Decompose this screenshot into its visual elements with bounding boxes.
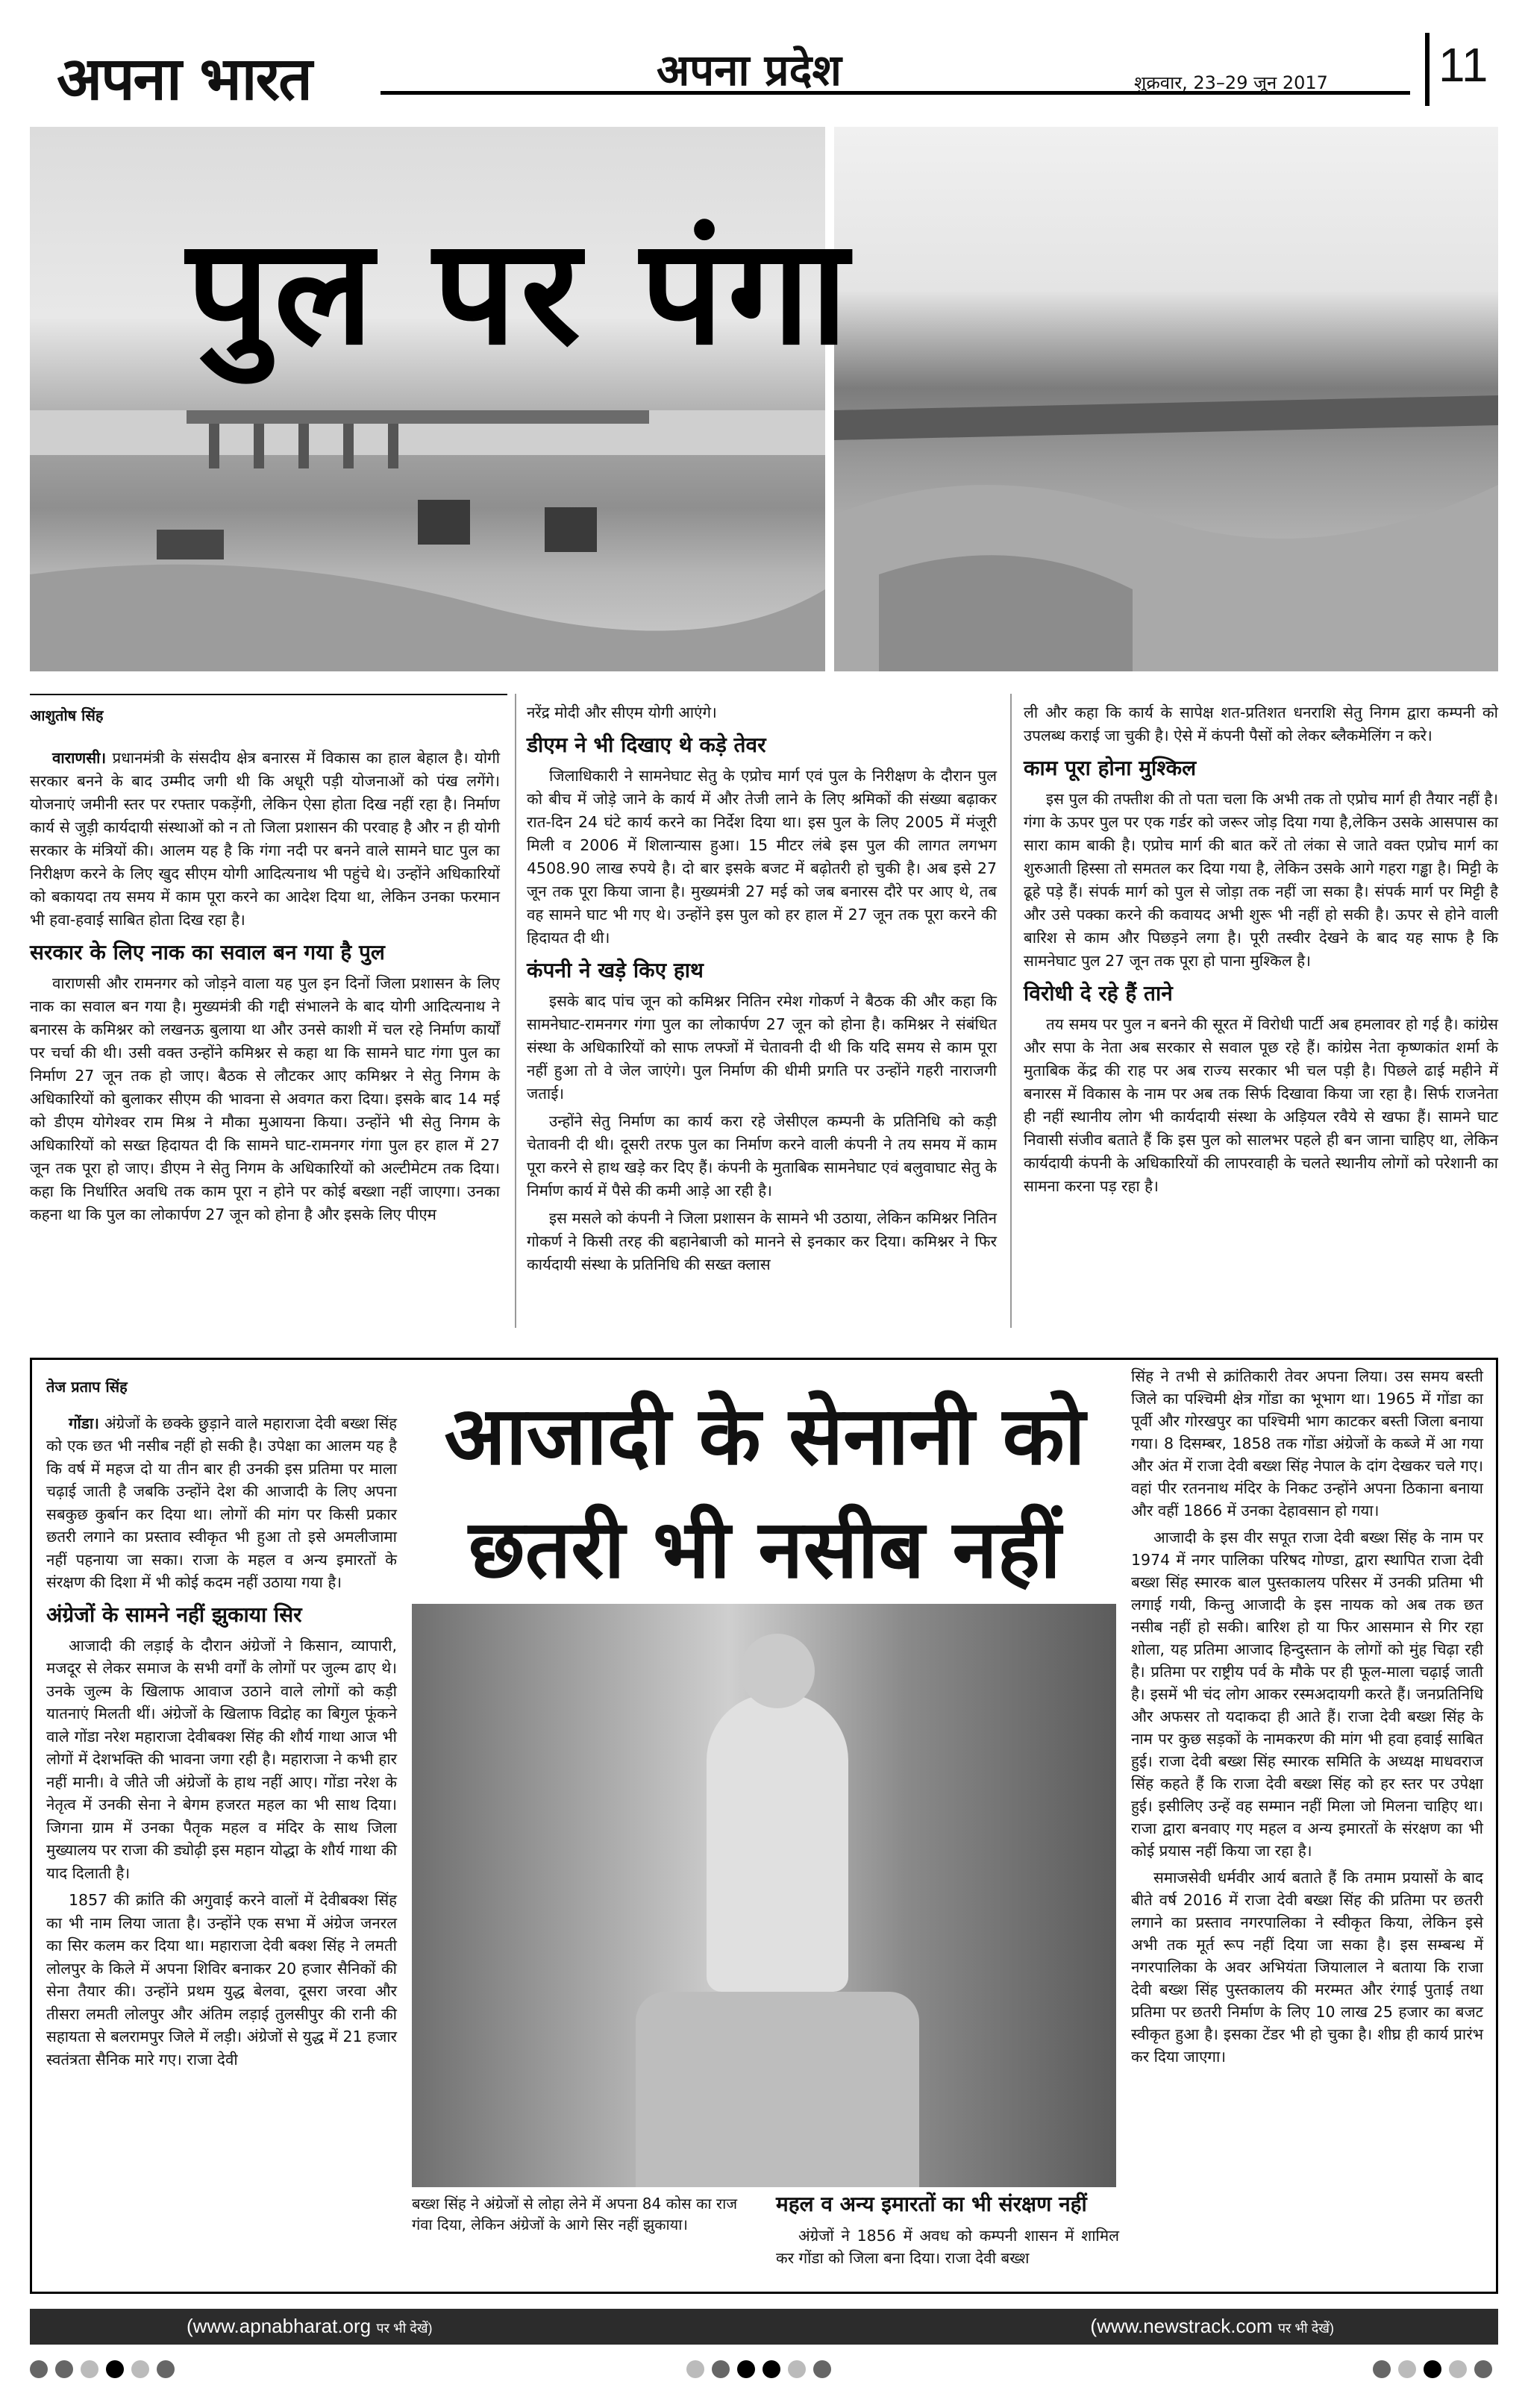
main-headline: [187, 186, 853, 386]
paragraph: गोंडा। अंग्रेजों के छक्के छुड़ाने वाले महाराजा देवी बख्श सिंह को एक छत भी नसीब नहीं हो सकी है। उपेक्षा का आलम यह है कि वर्ष में महज दो या तीन बार ही उनकी इस प्रतिमा पर माला चढ़ाई जाती है जबकि उन्होंने देश की आजादी के लिए अपना सबकुछ कुर्बान कर दिया था। लोगों की मांग पर किसी प्रकार छतरी लगाने का प्रस्ताव स्वीकृत भी हुआ तो इसे अमलीजामा नहीं पहनाया जा सका। राजा के महल व अन्य इमारतों के संरक्षण की दिशा में भी कोई कदम नहीं उठाया गया है।: [46, 1414, 397, 1591]
dot: [686, 2360, 704, 2378]
paragraph: इस पुल की तफ्तीश की तो पता चला कि अभी तक तो एप्रोच मार्ग ही तैयार नहीं है। गंगा के ऊपर पुल पर एक गर्डर को जरूर जोड़ दिया गया है,लेकिन उसके आसपास का सारा काम बाकी है। एप्रोच मार्ग की बात करें तो लंका से जाते वक्त एप्रोच मार्ग का शुरुआती हिस्सा तो समतल कर दिया गया है, लेकिन उसके आगे गहरा गड्ढा है। मिट्टी के ढूहे पड़े हैं। संपर्क मार्ग को पुल से जोड़ा तक नहीं जा सका है। संपर्क मार्ग पर मिट्टी है और उसे पक्का करने की कवायद अभी शुरू भी नहीं हो सकी है। ऊपर से होने वाली बारिश से काम और पिछड़ने लगा है। पूरी तस्वीर देखने के बाद यह साफ है कि सामनेघाट पुल 27 जून तक पूरा हो पाना मुश्किल है।: [1024, 790, 1498, 970]
dot: [30, 2360, 48, 2378]
article2-column-3: [1131, 1365, 1483, 2072]
paragraph: अंग्रेजों ने 1856 में अवध को कम्पनी शासन में शामिल कर गोंडा को जिला बना दिया। राजा देवी बख्श: [776, 2227, 1119, 2267]
paragraph: जिलाधिकारी ने सामनेघाट सेतु के एप्रोच मार्ग एवं पुल के निरीक्षण के दौरान पुल को बीच में जोड़े जाने के कार्य में और तेजी लाने के लिए श्रमिकों की संख्या बढ़ाकर रात-दिन 24 घंटे कार्य करने का निर्देश दिया था। इस पुल के लिए 2005 में मंजूरी मिली व 2006 में शिलान्यास हुआ। 15 मीटर लंबे इस पुल की लागत लगभग 4508.90 लाख रुपये है। दो बार इसके बजट में बढ़ोतरी हो चुकी है। अब इसे 27 जून तक पूरा किया जाना है। मुख्यमंत्री 27 मई को जब बनारस दौरे पर आए थे, तब वह सामने घाट भी गए थे। उन्होंने इस पुल को हर हाल में 27 जून तक पूरा करने की हिदायत दी थी।: [527, 767, 997, 947]
subheading: सरकार के लिए नाक का सवाल बन गया है पुल: [30, 940, 385, 965]
dot: [737, 2360, 755, 2378]
headline-line-1: आजादी के सेनानी को: [444, 1390, 1086, 1483]
footer-dots-center: [686, 2360, 831, 2380]
footer-bar: [30, 2309, 1498, 2345]
subheading: अंग्रेजों के सामने नहीं झुकाया सिर: [46, 1602, 302, 1627]
dot: [813, 2360, 831, 2378]
dot: [1474, 2360, 1492, 2378]
paragraph: वाराणसी और रामनगर को जोड़ने वाला यह पुल इन दिनों जिला प्रशासन के लिए नाक का सवाल बन गया है। मुख्यमंत्री की गद्दी संभालने के बाद योगी आदित्यनाथ ने बनारस के कमिश्नर को लखनऊ बुलाया था और उनसे काशी में चल रहे निर्माण कार्यों पर चर्चा की थी। उसी वक्त उन्होंने कमिश्नर से कहा था कि सामने घाट गंगा पुल का निर्माण 27 जून तक हो जाए। बैठक से लौटकर आए कमिश्नर ने सेतु निगम के अधिकारियों को बुलाकर सीएम की भावना से अवगत करा दिया। इसके बाद 14 मई को डीएम योगेश्वर राम मिश्र ने मौका मुआयना किया। उन्होंने भी सेतु निगम के अधिकारियों को सख्त हिदायत दी कि सामने घाट-रामनगर गंगा पुल हर हाल में 27 जून तक पूरा हो जाए। डीएम ने सेतु निगम के अधिकारियों को अल्टीमेटम तक दिया। कहा कि निर्धारित अवधि तक काम पूरा न होने पर कोई बख्शा नहीं जाएगा। उनका कहना था कि पुल का लोकार्पण 27 जून को होना है और इसके लिए पीएम: [30, 974, 500, 1223]
column-divider: [515, 694, 516, 1328]
paragraph: आजादी के इस वीर सपूत राजा देवी बख्श सिंह के नाम पर 1974 में नगर पालिका परिषद गोण्डा, द्वारा स्थापित राजा देवी बख्श सिंह स्मारक बाल पुस्तकालय परिसर में उनकी प्रतिमा भी लगाई गयी, किन्तु आजादी के इस नायक को अब तक छत नसीब नहीं हो सकी। बारिश हो या फिर आसमान से गिर रहा शोला, यह प्रतिमा आजाद हिन्दुस्तान के लोगों को मुंह चिढ़ा रही है। प्रतिमा पर राष्ट्रीय पर्व के मौके पर ही फूल-माला चढ़ाई जाती है। इसमें भी चंद लोग आकर रस्मअदायगी करते हैं। जनप्रतिनिधि और अफसर तो यदाकदा ही आते हैं। राजा देवी बख्श सिंह के नाम पर कुछ सड़कों के नामकरण की मांग भी हवा हवाई साबित हुई। राजा देवी बख्श सिंह स्मारक समिति के अध्यक्ष माधवराज सिंह कहते हैं कि राजा देवी बख्श सिंह को हर स्तर पर उपेक्षा हुई। इसीलिए उन्हें वह सम्मान नहीं मिला जो मिलना चाहिए था। राजा द्वारा बनवाए गए महल व अन्य इमारतों के संरक्षण का भी कोई प्रयास नहीं किया जा रहा है।: [1131, 1528, 1483, 1860]
subheading: कंपनी ने खड़े किए हाथ: [527, 958, 704, 982]
dot: [763, 2360, 780, 2378]
dot: [81, 2360, 98, 2378]
statue-pedestal: [636, 1992, 919, 2187]
paragraph: 1857 की क्रांति की अगुवाई करने वालों में देवीबक्श सिंह का भी नाम लिया जाता है। उन्होंने एक सभा में अंग्रेज जनरल का सिर कलम कर दिया था। महाराजा देवी बक्श सिंह ने लमती लोलपुर के किले में अपना शिविर बनाकर 20 हजार सैनिकों की सेना तैयार की। उन्होंने प्रथम युद्ध बेलवा, दूसरा जरवा और तीसरा लमती लोलपुर और अंतिम लड़ाई तुलसीपुर की रानी की सहायता से बलरामपुर जिले में लड़ी। अंग्रेजों से युद्ध में 21 हजार स्वतंत्रता सैनिक मारे गए। राजा देवी: [46, 1891, 397, 2069]
dateline: गोंडा।: [69, 1414, 99, 1432]
statue-photo: [412, 1604, 1116, 2187]
dot: [1424, 2360, 1441, 2378]
subheading: विरोधी दे रहे हैं ताने: [1024, 981, 1173, 1006]
statue-figure: [707, 1693, 848, 1992]
dot: [106, 2360, 124, 2378]
approach-photo-art: [834, 127, 1498, 671]
issue-date: शुक्रवार, 23–29 जून 2017: [1134, 72, 1328, 93]
subheading: काम पूरा होना मुश्किल: [1024, 756, 1197, 780]
article1-byline: आशुतोष सिंह: [30, 706, 104, 724]
headline-line-2: छतरी भी नसीब नहीं: [469, 1503, 1061, 1596]
dot: [157, 2360, 175, 2378]
approach-road-photo: [834, 127, 1498, 671]
paragraph: उन्होंने सेतु निर्माण का कार्य करा रहे जेसीएल कम्पनी के प्रतिनिधि को कड़ी चेतावनी दी थी। दूसरी तरफ पुल का निर्माण करने वाली कंपनी ने तय समय में काम पूरा करने से हाथ खड़े कर दिए हैं। कंपनी के मुताबिक सामनेघाट एवं बलुवाघाट सेतु के निर्माण कार्य में पैसे की कमी आड़े आ रही है।: [527, 1112, 997, 1200]
article1-column-3: [1024, 701, 1498, 1203]
section-title: अपना प्रदेश: [657, 45, 842, 95]
page-number: 11: [1438, 38, 1488, 92]
subheading: महल व अन्य इमारतों का भी संरक्षण नहीं: [776, 2192, 1087, 2216]
dot: [1373, 2360, 1391, 2378]
paragraph: ली और कहा कि कार्य के सापेक्ष शत-प्रतिशत धनराशि सेतु निगम द्वारा कम्पनी को उपलब्ध कराई जा चुकी है। ऐसे में कंपनी पैसों को लेकर ब्लैकमेलिंग न करे।: [1024, 703, 1498, 744]
footer-link-left[interactable]: (www.apnabharat.org पर भी देखें): [187, 2315, 433, 2337]
article2-column-1: [46, 1365, 397, 2075]
paragraph: आजादी की लड़ाई के दौरान अंग्रेजों ने किसान, व्यापारी, मजदूर से लेकर समाज के सभी वर्गों के लोगों पर जुल्म ढाए थे। उनके जुल्म के खिलाफ आवाज उठाने वाले लोगों को कड़ी यातनाएं मिलती थीं। अंग्रेजों के खिलाफ विद्रोह का बिगुल फूंकने वाले गोंडा नरेश महाराजा देवीबक्श सिंह की शौर्य गाथा आज भी लोगों में देशभक्ति की भावना जगा रही है। महाराजा ने कभी हार नहीं मानी। वे जीते जी अंग्रेजों के हाथ नहीं आए। गोंडा नरेश के नेतृत्व में उनकी सेना ने बेगम हजरत महल का भी साथ दिया। जिगना ग्राम में उनका पैतृक महल व मंदिर के साथ जिला मुख्यालय पर राजा की ड्योढ़ी इस महान योद्धा के शौर्य गाथा की याद दिलाती है।: [46, 1636, 397, 1882]
article1-column-2: [527, 701, 997, 1281]
dot: [712, 2360, 730, 2378]
paragraph: तय समय पर पुल न बनने की सूरत में विरोधी पार्टी अब हमलावर हो गई है। कांग्रेस और सपा के नेता अब सरकार से सवाल पूछ रहे हैं। कांग्रेस नेता कृष्णकांत शर्मा के मुताबिक केंद्र की राह पर अब राज्य सरकार भी चल पड़ी है। पिछले ढाई महीने में बनारस में विकास के नाम पर अब तक सिर्फ दिखावा किया जा रहा है। सिर्फ राजनेता ही नहीं स्थानीय लोग भी कार्यदायी संस्था के अड़ियल रवैये से खफा हैं। सामने घाट निवासी संजीव बताते हैं कि इस पुल को सालभर पहले ही बन जाना चाहिए था, लेकिन कार्यदायी कंपनी के अधिकारियों की लापरवाही के चलते स्थानीय लोगों को परेशानी का सामना करना पड़ रहा है।: [1024, 1015, 1498, 1195]
headline-text: पुल पर पंगा: [187, 207, 853, 377]
dot: [55, 2360, 73, 2378]
photo-caption: बख्श सिंह ने अंग्रेजों से लोहा लेने में अपना 84 कोस का राज गंवा दिया, लेकिन अंग्रेजों के आगे सिर नहीं झुकाया।: [412, 2195, 738, 2233]
article2-byline: तेज प्रताप सिंह: [46, 1378, 128, 1396]
dot: [1398, 2360, 1416, 2378]
paragraph: नरेंद्र मोदी और सीएम योगी आएंगे।: [527, 703, 717, 721]
article1-column-1: [30, 694, 500, 1231]
footer-link-right[interactable]: (www.newstrack.com पर भी देखें): [1090, 2315, 1334, 2337]
paragraph: इसके बाद पांच जून को कमिश्नर नितिन रमेश गोकर्ण ने बैठक की और कहा कि सामनेघाट-रामनगर गंगा पुल का लोकार्पण 27 जून को होना है। कमिश्नर ने संबंधित संस्था के अधिकारियों को साफ लफ्जों में चेतावनी दी थी कि यदि समय से काम पूरा नहीं हुआ तो वे जेल जाएंगे। पुल निर्माण की धीमी प्रगति पर उन्होंने गहरी नाराजगी जताई।: [527, 992, 997, 1103]
footer-dots-left: [30, 2360, 175, 2380]
column-divider: [1010, 694, 1012, 1328]
paragraph: वाराणसी। प्रधानमंत्री के संसदीय क्षेत्र बनारस में विकास का हाल बेहाल है। योगी सरकार बनने के बाद उम्मीद जगी थी कि अधूरी पड़ी योजनाओं को पंख लगेंगे। योजनाएं जमीनी स्तर पर रफ्तार पकड़ेंगी, लेकिन ऐसा होता दिख नहीं रहा है। निर्माण कार्य से जुड़ी कार्यदायी संस्थाओं को न तो जिला प्रशासन की परवाह है और न ही योगी सरकार के मंत्रियों की। आलम यह है कि गंगा नदी पर बनने वाले सामने घाट पुल का निरीक्षण करने के लिए खुद सीएम योगी आदित्यनाथ भी पहुंचे थे। उन्होंने अधिकारियों को बकायदा तय समय में काम पूरा करने का आदेश दिया था, लेकिन उनका फरमान भी हवा-हवाई साबित होता दिख रहा है।: [30, 749, 500, 929]
dot: [131, 2360, 149, 2378]
footer-dots-right: [1373, 2360, 1492, 2380]
brand-logo: अपना भारत: [57, 43, 311, 113]
paragraph: सिंह ने तभी से क्रांतिकारी तेवर अपना लिया। उस समय बस्ती जिले का पश्चिमी क्षेत्र गोंडा का भूभाग था। 1965 में गोंडा का पूर्वी और गोरखपुर का पश्चिमी भाग काटकर बस्ती जिला बनाया गया। 8 दिसम्बर, 1858 तक गोंडा अंग्रेजों के कब्जे में आ गया और अंत में राजा देवी बख्श सिंह नेपाल के दांग देखकर चले गए। वहां पीर रतननाथ मंदिर के निकट उन्होंने अपना ठिकाना बनाया और वहीं 1866 में उनका देहावसान हो गया।: [1131, 1367, 1483, 1520]
dateline: वाराणसी।: [52, 749, 107, 767]
dot: [1449, 2360, 1467, 2378]
article2-headline: [418, 1380, 1112, 1607]
dot: [788, 2360, 806, 2378]
paragraph: इस मसले को कंपनी ने जिला प्रशासन के सामने भी उठाया, लेकिन कमिश्नर नितिन गोकर्ण ने किसी तरह की बहानेबाजी को मानने से इनकार कर दिया। कमिश्नर ने फिर कार्यदायी संस्था के प्रतिनिधि की सख्त क्लास: [527, 1209, 997, 1273]
statue-head: [740, 1634, 815, 1708]
subheading: डीएम ने भी दिखाए थे कड़े तेवर: [527, 733, 766, 757]
paragraph: समाजसेवी धर्मवीर आर्य बताते हैं कि तमाम प्रयासों के बाद बीते वर्ष 2016 में राजा देवी बख्श सिंह की प्रतिमा पर छतरी लगाने का प्रस्ताव नगरपालिका ने स्वीकृत किया, लेकिन इसे अभी तक मूर्त रूप नहीं दिया जा सका है। इस सम्बन्ध में नगरपालिका के अवर अभियंता जियालाल ने बताया कि राजा देवी बख्श सिंह पुस्तकालय की मरम्मत और रंगाई पुताई तथा प्रतिमा पर छतरी निर्माण के लिए 10 लाख 25 हजार का बजट स्वीकृत हुआ है। इसका टेंडर भी हो चुका है। शीघ्र ही कार्य प्रारंभ कर दिया जाएगा।: [1131, 1869, 1483, 2066]
page-number-divider: [1425, 33, 1430, 106]
masthead: [30, 22, 1498, 112]
